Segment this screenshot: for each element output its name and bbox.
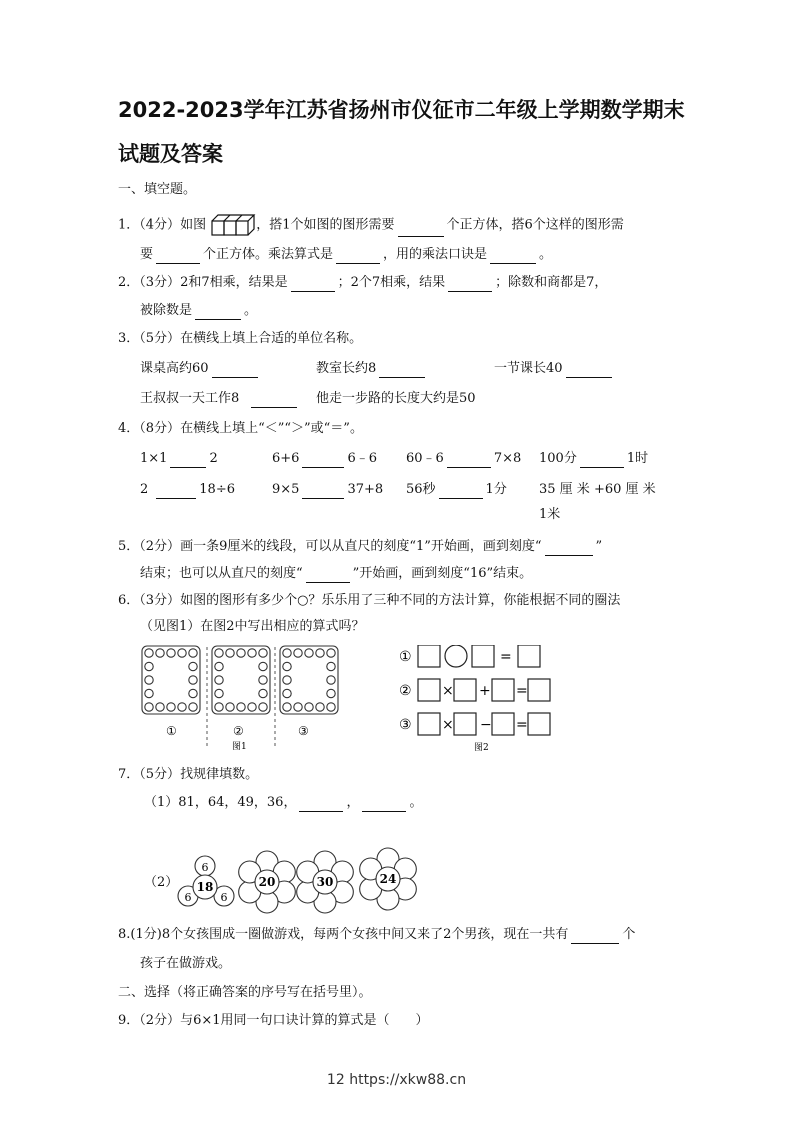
figure-circle [189,703,197,711]
figure-circle [156,649,164,657]
figure-circle [283,649,291,657]
figure-circle [327,703,335,711]
answer-blank[interactable] [439,484,483,499]
answer-blank[interactable] [447,453,491,468]
figure-2-operator: = [516,683,528,699]
figure-circle [145,703,153,711]
figure-circle [327,689,335,697]
figure-circle [145,662,153,670]
compare-item: 9×5 37+8 [272,482,384,497]
answer-blank[interactable] [291,277,335,292]
figure-2-operator: + [479,683,491,699]
compare-item: 56秒 1分 [406,482,507,497]
figure-2-row-label: ③ [399,717,412,733]
flower-petal: 6 [201,861,209,874]
figure-circle [215,649,223,657]
group-outline [280,646,338,714]
question-3-item-e: 他走一步路的长度大约是50 [316,391,476,406]
question-7-sub1: （1）81，64，49，36， ， 。 [144,795,423,810]
figure-circle [215,689,223,697]
figure-circle [156,703,164,711]
figure-2-operator: × [442,717,454,733]
figure-circle [259,649,267,657]
question-8-line2: 孩子在做游戏。 [140,956,232,971]
figure-circle [189,676,197,684]
figure-circle [305,703,313,711]
figure-2-row-label: ① [399,649,412,665]
flower-petal: 6 [220,891,228,904]
page-number: 12 [326,1072,345,1088]
document-title-line1: 2022-2023学年江苏省扬州市仪征市二年级上学期数学期末 [118,98,685,122]
figure-circle [189,689,197,697]
question-6-line2: （见图1）在图2中写出相应的算式吗？ [140,619,365,634]
answer-blank[interactable] [379,363,425,378]
figure-circle [167,703,175,711]
figure-circle [305,649,313,657]
answer-blank[interactable] [302,453,344,468]
figure-circle [189,649,197,657]
question-2-line1: 2．（3分）2和7相乘，结果是 ；2个7相乘，结果 ；除数和商都是7， [118,275,608,290]
figure-circle [327,676,335,684]
compare-item: 2 18÷6 [140,482,235,497]
figure-1-circle-groups [138,645,348,755]
figure-circle [259,689,267,697]
answer-blank[interactable] [302,484,344,499]
flower-petal: 6 [184,891,192,904]
figure-circle [283,662,291,670]
answer-blank[interactable] [580,453,624,468]
answer-blank[interactable] [195,305,241,320]
answer-blank[interactable] [212,363,258,378]
document-title-line2: 试题及答案 [118,142,223,166]
figure-1-label: ① [166,724,177,738]
answer-blank[interactable] [571,929,619,944]
figure-circle [215,703,223,711]
question-5-line1: 5．（2分）画一条9厘米的线段，可以从直尺的刻度“1”开始画，画到刻度“ ” [118,539,603,554]
question-8-line1: 8.(1分)8个女孩围成一圈做游戏，每两个女孩中间又来了2个男孩，现在一共有 个 [118,927,636,942]
figure-circle [294,703,302,711]
figure-circle [294,649,302,657]
figure-circle [178,649,186,657]
flower-center: 24 [379,872,397,886]
figure-circle [259,703,267,711]
compare-item: 6+6 6﹣6 [272,451,377,466]
figure-circle [259,662,267,670]
question-5-line2: 结束；也可以从直尺的刻度“ ”开始画，画到刻度“16”结束。 [140,566,533,581]
figure-circle [248,649,256,657]
page-footer [0,1072,793,1088]
figure-circle [248,703,256,711]
figure-circle [226,703,234,711]
answer-blank[interactable] [170,453,206,468]
figure-circle [145,689,153,697]
figure-circle [327,649,335,657]
answer-blank[interactable] [398,222,444,237]
answer-blank[interactable] [251,393,297,408]
figure-circle [316,649,324,657]
question-2-line2: 被除数是 。 [140,303,258,318]
answer-blank[interactable] [336,249,380,264]
answer-blank[interactable] [545,541,593,556]
question-9-line1: 9．（2分）与6×1用同一句口诀计算的算式是（ ） [118,1013,429,1028]
question-4-line1: 4．（8分）在横线上填上“＜”“＞”或“＝”。 [118,421,363,436]
section2-heading: 二、选择（将正确答案的序号写在括号里）。 [118,985,372,1000]
question-7-sub2-label: （2） [144,875,179,890]
figure-circle [145,676,153,684]
figure-circle [215,676,223,684]
figure-1-label: ③ [298,724,309,738]
figure-2-operator: × [442,683,454,699]
answer-blank[interactable] [306,568,350,583]
figure-circle [167,649,175,657]
question-7-line1: 7．（5分）找规律填数。 [118,767,259,782]
figure-circle [215,662,223,670]
compare-item-right: 1米 [539,507,561,522]
compare-item: 1×1 2 [140,451,218,466]
figure-circle [283,676,291,684]
footer-url[interactable]: https://xkw88.cn [349,1072,467,1088]
flower-center: 20 [258,875,276,889]
question-3-item-c: 一节课长40 [494,360,615,378]
compare-item: 100分 1时 [539,451,649,466]
answer-blank[interactable] [156,484,196,499]
figure-circle [283,689,291,697]
question-1-line2: 要 个正方体。乘法算式是 ，用的乘法口诀是 。 [140,247,553,262]
figure-circle [316,703,324,711]
question-3-item-a: 课桌高约60 [140,360,261,378]
compare-item-left: 35 厘 米 +60 厘 米 [539,482,656,497]
answer-blank[interactable] [362,797,406,812]
figure-2-operator: − [480,717,492,733]
figure-circle [226,649,234,657]
figure-circle [145,649,153,657]
cube-figure-icon [210,213,256,237]
question-6-line1: 6．（3分）如图的图形有多少个○？乐乐用了三种不同的方法计算，你能根据不同的圈法 [118,593,621,608]
flower-center: 18 [196,880,214,894]
answer-blank[interactable] [490,249,536,264]
figure-2-caption: 图2 [474,743,489,753]
figure-2-operator: = [500,649,512,665]
section1-heading: 一、填空题。 [118,182,197,197]
figure-circle [327,662,335,670]
figure-circle [178,703,186,711]
figure-2-operator: = [516,717,528,733]
question-1-line1: 1．（4分）如图 ，搭1个如图的图形需要 个正方体，搭6个这样的图形需 [118,213,624,237]
answer-blank[interactable] [566,363,612,378]
figure-1-caption: 图1 [232,742,247,752]
figure-circle [189,662,197,670]
figure-circle [259,676,267,684]
answer-blank[interactable] [156,249,200,264]
flower-center: 30 [316,875,334,889]
compare-item: 60﹣6 7×8 [406,451,522,466]
figure-2-equation-boxes [396,645,556,757]
question-3-item-b: 教室长约8 [316,360,428,378]
question-3-line1: 3．（5分）在横线上填上合适的单位名称。 [118,331,363,346]
figure-circle [237,649,245,657]
group-outline [212,646,270,714]
figure-circle [237,703,245,711]
flower-number-pattern [170,846,420,916]
figure-circle [283,703,291,711]
answer-blank[interactable] [448,277,492,292]
answer-blank[interactable] [299,797,343,812]
figure-2-row-label: ② [399,683,412,699]
question-3-item-d: 王叔叔一天工作8 [140,390,300,408]
figure-1-label: ② [233,724,244,738]
group-outline [142,646,200,714]
